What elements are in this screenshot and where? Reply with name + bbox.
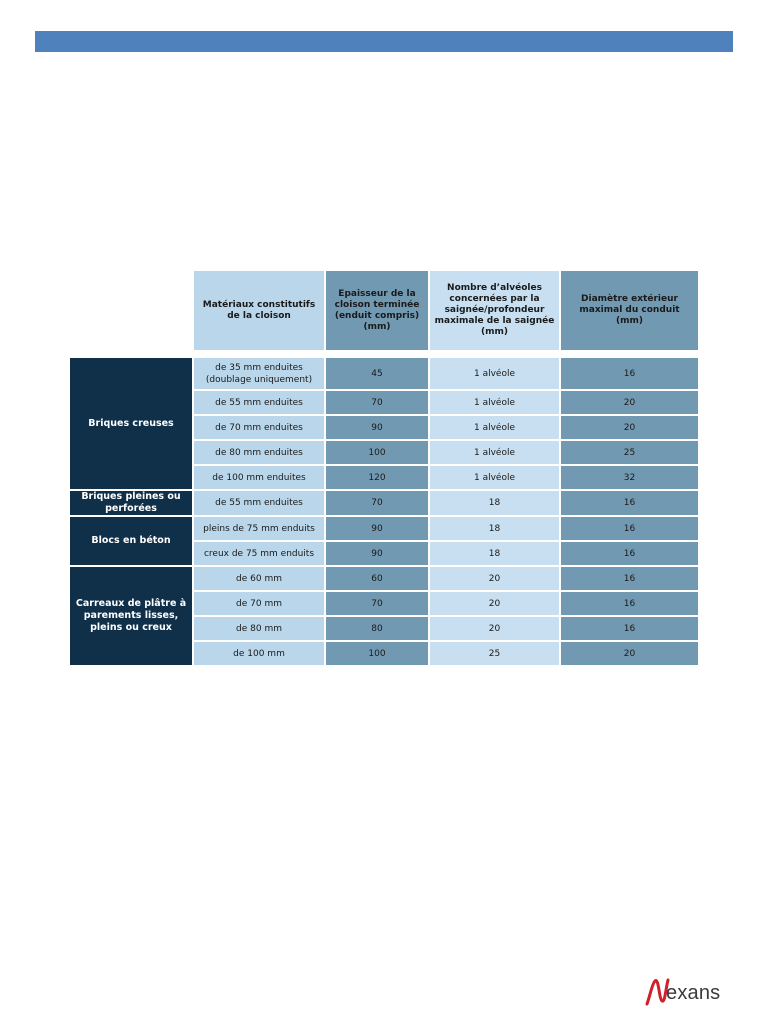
material-cell: de 100 mm [194,642,326,667]
cells-depth-cell: 18 [430,517,561,542]
thickness-cell: 45 [326,358,430,391]
thickness-cell: 70 [326,491,430,517]
diameter-cell: 20 [561,416,698,441]
cells-depth-cell: 20 [430,617,561,642]
category-cell: Carreaux de plâtre à parements lisses, pleins ou creux [70,567,194,667]
thickness-cell: 120 [326,466,430,491]
header-gap [70,350,698,358]
material-cell: de 35 mm enduites (doublage uniquement) [194,358,326,391]
cells-depth-cell: 18 [430,491,561,517]
material-cell: de 70 mm [194,592,326,617]
diameter-cell: 20 [561,642,698,667]
header-thickness: Epaisseur de la cloison terminée (enduit compris) (mm) [326,271,430,350]
material-cell: de 100 mm enduites [194,466,326,491]
thickness-cell: 80 [326,617,430,642]
thickness-cell: 100 [326,642,430,667]
category-cell: Briques creuses [70,358,194,491]
thickness-cell: 100 [326,441,430,466]
thickness-cell: 90 [326,416,430,441]
category-cell: Blocs en béton [70,517,194,567]
top-header-bar [35,31,733,52]
cells-depth-cell: 1 alvéole [430,358,561,391]
cells-depth-cell: 1 alvéole [430,416,561,441]
material-cell: creux de 75 mm enduits [194,542,326,567]
cells-depth-cell: 1 alvéole [430,466,561,491]
category-cell: Briques pleines ou perforées [70,491,194,517]
material-cell: de 80 mm enduites [194,441,326,466]
cells-depth-cell: 1 alvéole [430,441,561,466]
thickness-cell: 70 [326,391,430,416]
diameter-cell: 20 [561,391,698,416]
cells-depth-cell: 25 [430,642,561,667]
diameter-cell: 16 [561,617,698,642]
thickness-cell: 60 [326,567,430,592]
table-row [70,567,698,592]
thickness-cell: 90 [326,517,430,542]
cells-depth-cell: 18 [430,542,561,567]
conduit-table [70,271,698,667]
diameter-cell: 16 [561,567,698,592]
diameter-cell: 32 [561,466,698,491]
material-cell: pleins de 75 mm enduits [194,517,326,542]
diameter-cell: 16 [561,358,698,391]
table-header-row [70,271,698,350]
thickness-cell: 90 [326,542,430,567]
header-cells-depth: Nombre d’alvéoles concernées par la saignée/profondeur maximale de la saignée (mm) [430,271,561,350]
cells-depth-cell: 1 alvéole [430,391,561,416]
material-cell: de 60 mm [194,567,326,592]
material-cell: de 80 mm [194,617,326,642]
table-row [70,358,698,391]
nexans-logo [644,976,736,1008]
diameter-cell: 16 [561,592,698,617]
logo-text: exans [666,982,721,1004]
diameter-cell: 16 [561,517,698,542]
diameter-cell: 16 [561,491,698,517]
material-cell: de 70 mm enduites [194,416,326,441]
table-row [70,491,698,517]
diameter-cell: 25 [561,441,698,466]
thickness-cell: 70 [326,592,430,617]
material-cell: de 55 mm enduites [194,491,326,517]
table-row [70,517,698,542]
header-empty-cell [70,271,194,350]
cells-depth-cell: 20 [430,592,561,617]
material-cell: de 55 mm enduites [194,391,326,416]
header-diameter: Diamètre extérieur maximal du conduit (mm) [561,271,698,350]
cells-depth-cell: 20 [430,567,561,592]
diameter-cell: 16 [561,542,698,567]
header-materials: Matériaux constitutifs de la cloison [194,271,326,350]
